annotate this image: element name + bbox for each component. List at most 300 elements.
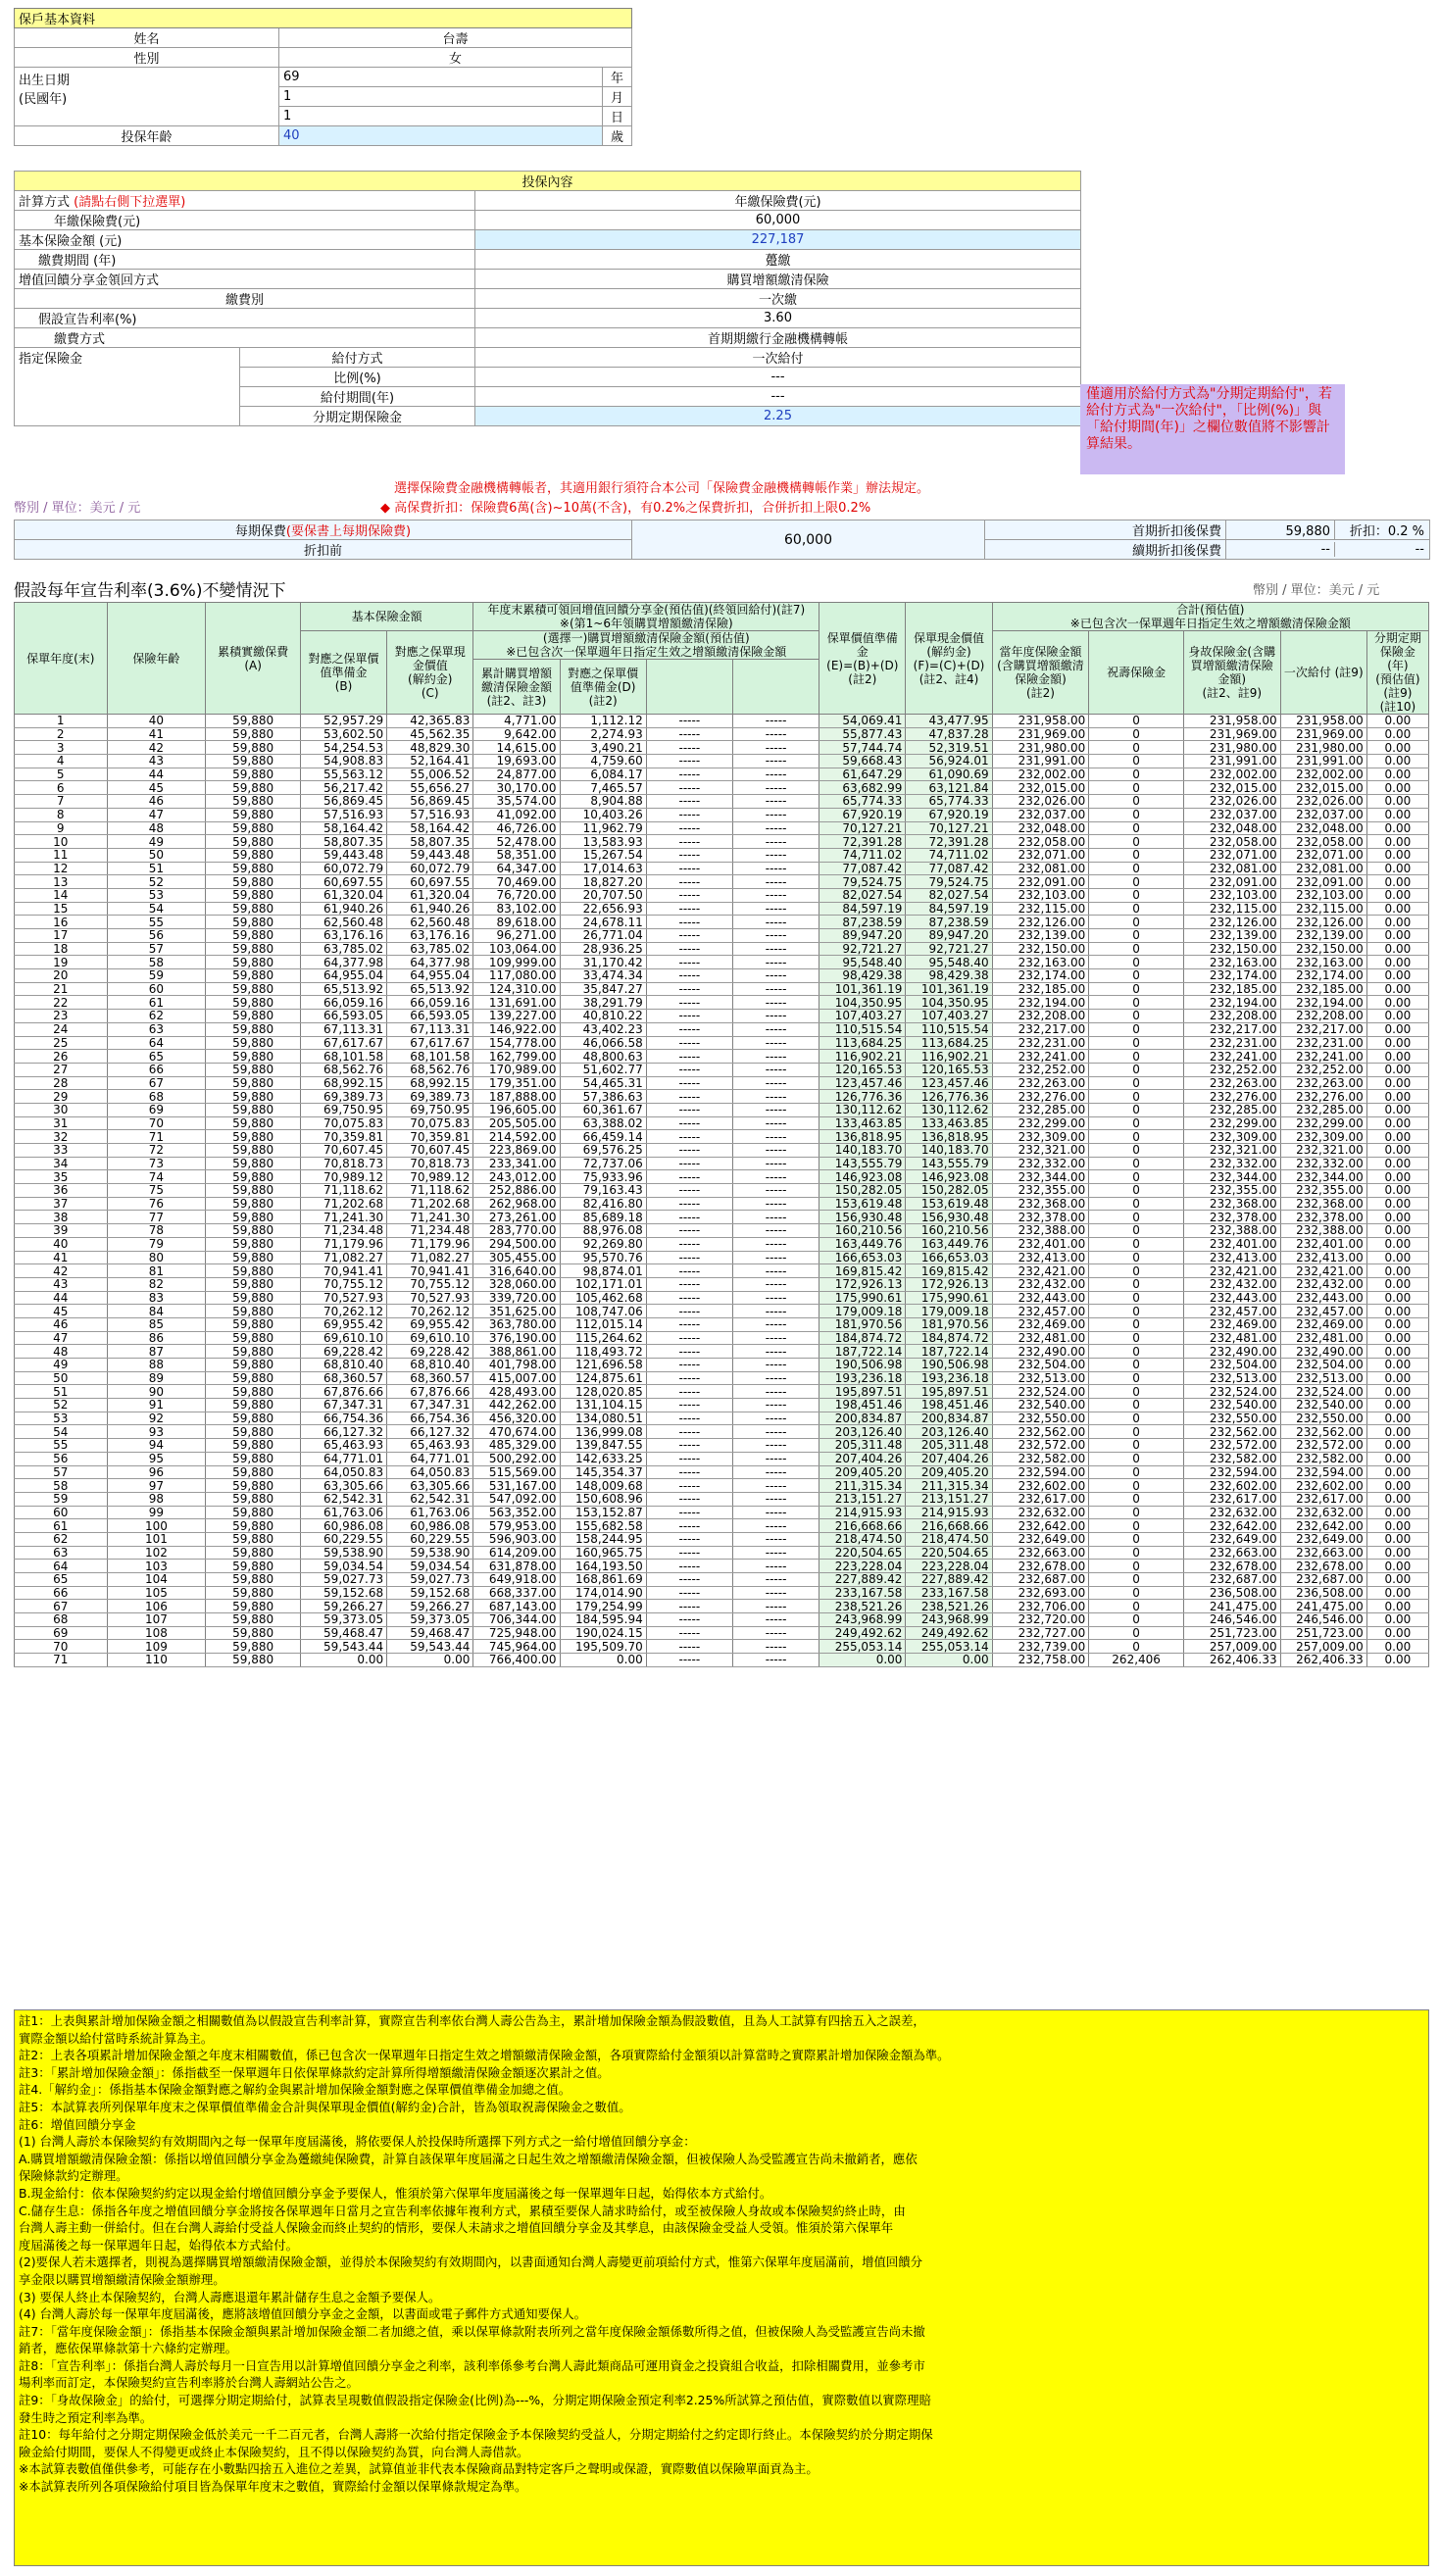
cell-age: 87 <box>107 1345 206 1359</box>
cell-dash: ----- <box>732 1439 819 1453</box>
cell-dash: ----- <box>646 1532 732 1546</box>
cell-g: 232,368.00 <box>992 1197 1089 1211</box>
cell-add-reserve: 11,962.79 <box>560 821 646 835</box>
cell-k: 0.00 <box>1366 902 1428 916</box>
cell-k: 0.00 <box>1366 1116 1428 1130</box>
h-c: 對應之保單現金價值 (解約金) (C) <box>387 631 473 715</box>
cell-i: 232,524.00 <box>1183 1385 1280 1399</box>
cell-g: 232,344.00 <box>992 1170 1089 1184</box>
cell-f: 107,403.27 <box>906 1010 992 1023</box>
cell-dash: ----- <box>646 715 732 728</box>
cell-add-reserve: 3,490.21 <box>560 741 646 755</box>
note-line: 註3：「累計增加保險金額」：係指截至一保單週年日依保單條款約定計算所得增額繳清保險金額逐次累計之值。 <box>19 2064 610 2080</box>
cell-add-amount: 252,886.00 <box>473 1184 560 1198</box>
d-ratio-input[interactable]: --- <box>475 368 1081 387</box>
cell-premium: 59,880 <box>206 848 301 862</box>
cell-year: 67 <box>15 1600 108 1613</box>
cell-e: 79,524.75 <box>819 875 906 889</box>
cell-k: 0.00 <box>1366 1439 1428 1453</box>
cell-add-amount: 162,799.00 <box>473 1050 560 1064</box>
cell-k: 0.00 <box>1366 942 1428 956</box>
cell-premium: 59,880 <box>206 1170 301 1184</box>
cell-add-amount: 109,999.00 <box>473 956 560 969</box>
cell-dash: ----- <box>732 1586 819 1600</box>
cell-f: 200,834.87 <box>906 1412 992 1425</box>
table-row <box>15 902 1429 916</box>
cell-premium: 59,880 <box>206 862 301 875</box>
table-row <box>15 1359 1429 1372</box>
cell-year: 35 <box>15 1170 108 1184</box>
cell-add-reserve: 13,583.93 <box>560 835 646 849</box>
cell-k: 0.00 <box>1366 1036 1428 1050</box>
cell-add-amount: 58,351.00 <box>473 848 560 862</box>
cell-add-reserve: 40,810.22 <box>560 1010 646 1023</box>
cell-dash: ----- <box>646 1317 732 1331</box>
table-heading: 假設每年宣告利率(3.6%)不變情況下 <box>14 581 286 601</box>
cell-h: 0 <box>1089 741 1184 755</box>
cell-premium: 59,880 <box>206 1251 301 1264</box>
cell-dash: ----- <box>646 1277 732 1291</box>
pay-period-value[interactable]: 躉繳 <box>475 250 1081 270</box>
note-line: 註9：「身故保險金」的給付，可選擇分期定期給付，試算表呈現數值假設指定保險金(比例)為---%，分期定期保險金預定利率2.25%所試算之預估值，實際數值以實際理賠 <box>19 2393 931 2408</box>
cell-g: 232,321.00 <box>992 1144 1089 1158</box>
cell-j: 232,048.00 <box>1280 821 1366 835</box>
cell-e: 98,429.38 <box>819 969 906 983</box>
cell-i: 232,432.00 <box>1183 1277 1280 1291</box>
cell-g: 232,002.00 <box>992 768 1089 781</box>
cell-e: 89,947.20 <box>819 929 906 943</box>
cell-f: 113,684.25 <box>906 1036 992 1050</box>
cell-c: 45,562.35 <box>387 727 473 741</box>
cell-k: 0.00 <box>1366 956 1428 969</box>
cell-h: 0 <box>1089 1251 1184 1264</box>
cell-h: 0 <box>1089 982 1184 996</box>
cell-add-reserve: 158,244.95 <box>560 1532 646 1546</box>
table-row <box>15 1519 1429 1533</box>
cell-i: 232,649.00 <box>1183 1532 1280 1546</box>
cell-add-reserve: 150,608.96 <box>560 1492 646 1506</box>
cell-add-amount: 19,693.00 <box>473 755 560 768</box>
basic-amount-value: 227,187 <box>475 230 1081 250</box>
cell-e: 120,165.53 <box>819 1063 906 1076</box>
table-row <box>15 1439 1429 1453</box>
cell-add-amount: 103,064.00 <box>473 942 560 956</box>
cell-g: 232,490.00 <box>992 1345 1089 1359</box>
cell-dash: ----- <box>646 1305 732 1318</box>
cell-g: 232,378.00 <box>992 1211 1089 1224</box>
cell-add-reserve: 139,847.55 <box>560 1439 646 1453</box>
cell-b: 66,593.05 <box>300 1010 386 1023</box>
basic-info-table <box>14 8 632 146</box>
cell-j: 232,037.00 <box>1280 808 1366 821</box>
cell-add-reserve: 174,014.90 <box>560 1586 646 1600</box>
cell-add-reserve: 184,595.94 <box>560 1613 646 1627</box>
cell-c: 68,810.40 <box>387 1359 473 1372</box>
cell-b: 60,072.79 <box>300 862 386 875</box>
cell-add-reserve: 0.00 <box>560 1654 646 1667</box>
cell-add-amount: 273,261.00 <box>473 1211 560 1224</box>
cell-h: 0 <box>1089 862 1184 875</box>
cell-g: 232,602.00 <box>992 1479 1089 1493</box>
cell-f: 70,127.21 <box>906 821 992 835</box>
cell-e: 175,990.61 <box>819 1291 906 1305</box>
birth-year-input[interactable]: 69 <box>279 68 603 87</box>
cell-f: 179,009.18 <box>906 1305 992 1318</box>
cell-dash: ----- <box>732 835 819 849</box>
age-value: 40 <box>279 126 603 146</box>
cell-dash: ----- <box>646 1425 732 1439</box>
cell-k: 0.00 <box>1366 1613 1428 1627</box>
cell-age: 56 <box>107 929 206 943</box>
cell-dash: ----- <box>646 1264 732 1278</box>
cell-dash: ----- <box>646 1359 732 1372</box>
cell-k: 0.00 <box>1366 1399 1428 1412</box>
cell-age: 77 <box>107 1211 206 1224</box>
cell-age: 61 <box>107 996 206 1010</box>
cell-h: 0 <box>1089 835 1184 849</box>
option-select[interactable]: 購買增額繳清保險 <box>475 270 1081 289</box>
cell-premium: 59,880 <box>206 1586 301 1600</box>
cell-add-reserve: 15,267.54 <box>560 848 646 862</box>
cell-e: 72,391.28 <box>819 835 906 849</box>
cell-k: 0.00 <box>1366 1305 1428 1318</box>
cell-dash: ----- <box>732 875 819 889</box>
cell-b: 65,463.93 <box>300 1439 386 1453</box>
cell-add-reserve: 98,874.01 <box>560 1264 646 1278</box>
calc-method-select[interactable]: 年繳保險費(元) <box>475 191 1081 211</box>
cell-year: 2 <box>15 727 108 741</box>
first-premium-value: 59,880 <box>1285 524 1330 539</box>
table-row <box>15 1465 1429 1479</box>
h-blank-2 <box>732 660 819 715</box>
cell-dash: ----- <box>646 808 732 821</box>
cell-dash: ----- <box>732 1130 819 1144</box>
h-add-group: 年度末累積可領回增值回饋分享金(預估值)(終領回給付)(註7) ※(第1~6年領購買增額繳清保險) <box>473 603 819 631</box>
cell-premium: 59,880 <box>206 1103 301 1116</box>
cell-c: 67,876.66 <box>387 1385 473 1399</box>
cell-e: 123,457.46 <box>819 1076 906 1090</box>
cell-j: 232,252.00 <box>1280 1063 1366 1076</box>
cell-dash: ----- <box>646 795 732 809</box>
cell-i: 232,139.00 <box>1183 929 1280 943</box>
cell-h: 0 <box>1089 1492 1184 1506</box>
cell-dash: ----- <box>732 1359 819 1372</box>
cell-dash: ----- <box>646 1600 732 1613</box>
table-row <box>15 1116 1429 1130</box>
cell-add-reserve: 35,847.27 <box>560 982 646 996</box>
cell-add-reserve: 164,193.50 <box>560 1560 646 1573</box>
cell-e: 238,521.26 <box>819 1600 906 1613</box>
cell-age: 96 <box>107 1465 206 1479</box>
annual-premium-input[interactable]: 60,000 <box>475 211 1081 230</box>
cell-age: 91 <box>107 1399 206 1412</box>
cell-age: 89 <box>107 1371 206 1385</box>
cell-add-reserve: 105,462.68 <box>560 1291 646 1305</box>
table-row <box>15 1506 1429 1519</box>
cell-year: 32 <box>15 1130 108 1144</box>
cell-add-amount: 24,877.00 <box>473 768 560 781</box>
cell-k: 0.00 <box>1366 1573 1428 1587</box>
cell-c: 71,082.27 <box>387 1251 473 1264</box>
cell-age: 108 <box>107 1626 206 1640</box>
cell-b: 56,217.42 <box>300 781 386 795</box>
cell-year: 8 <box>15 808 108 821</box>
cell-dash: ----- <box>732 1452 819 1465</box>
cell-c: 59,034.54 <box>387 1560 473 1573</box>
cell-i: 231,991.00 <box>1183 755 1280 768</box>
note-line: 註1：上表與累計增加保險金額之相關數值為以假設宣告利率計算，實際宣告利率依台灣人壽公告為主，累計增加保險金額為假設數值，且為人工試算有四捨五入之誤差， <box>19 2013 925 2028</box>
cell-dash: ----- <box>646 755 732 768</box>
cell-i: 232,103.00 <box>1183 888 1280 902</box>
cell-c: 63,305.66 <box>387 1479 473 1493</box>
cell-add-reserve: 115,264.62 <box>560 1331 646 1345</box>
cell-i: 232,388.00 <box>1183 1224 1280 1238</box>
d-mode-select[interactable]: 一次給付 <box>475 348 1081 368</box>
cell-dash: ----- <box>732 1157 819 1170</box>
cell-b: 53,602.50 <box>300 727 386 741</box>
name-label: 姓名 <box>15 28 279 48</box>
age-unit: 歲 <box>603 126 632 146</box>
cell-g: 232,355.00 <box>992 1184 1089 1198</box>
cell-add-reserve: 108,747.06 <box>560 1305 646 1318</box>
cell-dash: ----- <box>732 1305 819 1318</box>
cell-f: 77,087.42 <box>906 862 992 875</box>
calc-method-hint: (請點右側下拉選單) <box>74 195 186 210</box>
cell-premium: 59,880 <box>206 1305 301 1318</box>
cell-i: 232,309.00 <box>1183 1130 1280 1144</box>
cell-dash: ----- <box>732 1291 819 1305</box>
cell-g: 232,299.00 <box>992 1116 1089 1130</box>
name-value[interactable]: 台壽 <box>279 28 632 48</box>
cell-j: 232,174.00 <box>1280 969 1366 983</box>
cell-dash: ----- <box>646 969 732 983</box>
cell-add-amount: 294,500.00 <box>473 1237 560 1251</box>
cell-dash: ----- <box>732 1251 819 1264</box>
cell-year: 12 <box>15 862 108 875</box>
cell-age: 80 <box>107 1251 206 1264</box>
cell-premium: 59,880 <box>206 1519 301 1533</box>
table-row <box>15 1479 1429 1493</box>
cell-dash: ----- <box>646 741 732 755</box>
cell-i: 232,194.00 <box>1183 996 1280 1010</box>
cell-k: 0.00 <box>1366 1425 1428 1439</box>
gender-value[interactable]: 女 <box>279 48 632 68</box>
cell-add-amount: 363,780.00 <box>473 1317 560 1331</box>
cell-dash: ----- <box>732 727 819 741</box>
pay-method-select[interactable]: 首期期繳行金融機構轉帳 <box>475 328 1081 348</box>
d-ratio-label: 比例(%) <box>240 368 475 387</box>
cell-c: 59,443.48 <box>387 848 473 862</box>
h-blank-1 <box>646 660 732 715</box>
cell-f: 187,722.14 <box>906 1345 992 1359</box>
cell-g: 232,727.00 <box>992 1626 1089 1640</box>
cell-age: 99 <box>107 1506 206 1519</box>
cell-g: 232,642.00 <box>992 1519 1089 1533</box>
cell-age: 55 <box>107 916 206 929</box>
cell-i: 232,355.00 <box>1183 1184 1280 1198</box>
cell-b: 67,113.31 <box>300 1022 386 1036</box>
cell-h: 0 <box>1089 1452 1184 1465</box>
cell-h: 0 <box>1089 768 1184 781</box>
cell-b: 65,513.92 <box>300 982 386 996</box>
cell-year: 69 <box>15 1626 108 1640</box>
cell-e: 146,923.08 <box>819 1170 906 1184</box>
cell-h: 0 <box>1089 1640 1184 1654</box>
designated-side-note: 僅適用於給付方式為"分期定期給付"，若給付方式為"一次給付"，「比例(%)」與「給付期間(年)」之欄位數值將不影響計算結果。 <box>1080 384 1345 474</box>
cell-premium: 59,880 <box>206 1331 301 1345</box>
cell-premium: 59,880 <box>206 1291 301 1305</box>
cell-dash: ----- <box>646 1519 732 1533</box>
cell-c: 61,320.04 <box>387 888 473 902</box>
cell-year: 50 <box>15 1371 108 1385</box>
birth-day-input[interactable]: 1 <box>279 107 603 126</box>
cell-premium: 59,880 <box>206 1546 301 1560</box>
cell-h: 262,406 <box>1089 1654 1184 1667</box>
cell-j: 232,421.00 <box>1280 1264 1366 1278</box>
cell-j: 232,231.00 <box>1280 1036 1366 1050</box>
cell-h: 0 <box>1089 1144 1184 1158</box>
cell-e: 193,236.18 <box>819 1371 906 1385</box>
birth-month-input[interactable]: 1 <box>279 87 603 107</box>
cell-k: 0.00 <box>1366 862 1428 875</box>
cell-e: 82,027.54 <box>819 888 906 902</box>
cell-j: 232,632.00 <box>1280 1506 1366 1519</box>
cell-g: 232,126.00 <box>992 916 1089 929</box>
table-row <box>15 808 1429 821</box>
table-row <box>15 1130 1429 1144</box>
table-row <box>15 1237 1429 1251</box>
cell-k: 0.00 <box>1366 1640 1428 1654</box>
cell-h: 0 <box>1089 888 1184 902</box>
cell-age: 49 <box>107 835 206 849</box>
cell-add-reserve: 75,933.96 <box>560 1170 646 1184</box>
cell-j: 232,469.00 <box>1280 1317 1366 1331</box>
cell-dash: ----- <box>732 942 819 956</box>
cell-h: 0 <box>1089 1532 1184 1546</box>
cell-age: 40 <box>107 715 206 728</box>
table-row <box>15 1251 1429 1264</box>
cell-f: 92,721.27 <box>906 942 992 956</box>
cell-add-reserve: 66,459.14 <box>560 1130 646 1144</box>
cell-dash: ----- <box>732 1560 819 1573</box>
cell-dash: ----- <box>646 1251 732 1264</box>
cell-dash: ----- <box>732 741 819 755</box>
cell-h: 0 <box>1089 1237 1184 1251</box>
cell-dash: ----- <box>732 1492 819 1506</box>
cell-dash: ----- <box>732 902 819 916</box>
cell-year: 3 <box>15 741 108 755</box>
cell-g: 232,663.00 <box>992 1546 1089 1560</box>
note-line: (2)要保人若未選擇者，則視為選擇購買增額繳清保險金額，並得於本保險契約有效期間內，以書面通知台灣人壽變更前項給付方式，惟第六保單年度屆滿前，增值回饋分 <box>19 2254 923 2270</box>
cell-age: 81 <box>107 1264 206 1278</box>
cell-k: 0.00 <box>1366 1331 1428 1345</box>
table-row <box>15 1626 1429 1640</box>
cell-year: 19 <box>15 956 108 969</box>
cell-i: 232,241.00 <box>1183 1050 1280 1064</box>
table-row <box>15 1600 1429 1613</box>
note-line: 享金限以購買增額繳清保險金額辦理。 <box>19 2271 225 2287</box>
cell-h: 0 <box>1089 1277 1184 1291</box>
cell-year: 65 <box>15 1573 108 1587</box>
cell-year: 23 <box>15 1010 108 1023</box>
cell-premium: 59,880 <box>206 781 301 795</box>
cell-f: 67,920.19 <box>906 808 992 821</box>
cell-premium: 59,880 <box>206 1399 301 1412</box>
d-period-input[interactable]: --- <box>475 387 1081 407</box>
cell-h: 0 <box>1089 848 1184 862</box>
cell-e: 153,619.48 <box>819 1197 906 1211</box>
cell-f: 181,970.56 <box>906 1317 992 1331</box>
cell-dash: ----- <box>732 781 819 795</box>
rate-input[interactable]: 3.60 <box>475 309 1081 328</box>
cell-add-amount: 614,209.00 <box>473 1546 560 1560</box>
cell-c: 66,593.05 <box>387 1010 473 1023</box>
cell-c: 70,607.45 <box>387 1144 473 1158</box>
cell-g: 232,443.00 <box>992 1291 1089 1305</box>
cell-c: 67,347.31 <box>387 1399 473 1412</box>
pay-mode-value[interactable]: 一次繳 <box>475 289 1081 309</box>
cell-j: 231,991.00 <box>1280 755 1366 768</box>
cell-j: 232,126.00 <box>1280 916 1366 929</box>
cell-dash: ----- <box>646 1157 732 1170</box>
cell-b: 63,785.02 <box>300 942 386 956</box>
cell-dash: ----- <box>646 1291 732 1305</box>
cell-c: 67,617.67 <box>387 1036 473 1050</box>
cell-k: 0.00 <box>1366 1345 1428 1359</box>
cell-f: 223,228.04 <box>906 1560 992 1573</box>
cell-e: 160,210.56 <box>819 1224 906 1238</box>
cell-add-reserve: 46,066.58 <box>560 1036 646 1050</box>
cell-add-amount: 131,691.00 <box>473 996 560 1010</box>
table-row <box>15 755 1429 768</box>
cell-dash: ----- <box>646 1022 732 1036</box>
cell-add-amount: 687,143.00 <box>473 1600 560 1613</box>
cell-dash: ----- <box>646 1103 732 1116</box>
premium-hint: (要保書上每期保險費) <box>285 524 412 539</box>
cell-dash: ----- <box>732 1479 819 1493</box>
cell-j: 232,103.00 <box>1280 888 1366 902</box>
cell-c: 63,785.02 <box>387 942 473 956</box>
cell-premium: 59,880 <box>206 1317 301 1331</box>
cell-e: 218,474.50 <box>819 1532 906 1546</box>
cell-g: 232,217.00 <box>992 1022 1089 1036</box>
cell-k: 0.00 <box>1366 715 1428 728</box>
cell-h: 0 <box>1089 1425 1184 1439</box>
cell-f: 98,429.38 <box>906 969 992 983</box>
cell-k: 0.00 <box>1366 1277 1428 1291</box>
table-row <box>15 1144 1429 1158</box>
cell-add-reserve: 131,104.15 <box>560 1399 646 1412</box>
cell-e: 227,889.42 <box>819 1573 906 1587</box>
cell-b: 58,164.42 <box>300 821 386 835</box>
cell-add-reserve: 17,014.63 <box>560 862 646 875</box>
cell-c: 66,754.36 <box>387 1412 473 1425</box>
cell-k: 0.00 <box>1366 1465 1428 1479</box>
cell-age: 104 <box>107 1573 206 1587</box>
premium-label: 每期保費(要保書上每期保險費) <box>15 520 632 540</box>
cell-add-reserve: 22,656.93 <box>560 902 646 916</box>
cell-i: 232,602.00 <box>1183 1479 1280 1493</box>
cell-dash: ----- <box>732 1010 819 1023</box>
cell-age: 102 <box>107 1546 206 1560</box>
birth-year-unit: 年 <box>603 68 632 87</box>
cell-year: 18 <box>15 942 108 956</box>
cell-f: 79,524.75 <box>906 875 992 889</box>
cell-c: 0.00 <box>387 1654 473 1667</box>
cell-g: 232,481.00 <box>992 1331 1089 1345</box>
cell-h: 0 <box>1089 1076 1184 1090</box>
cell-k: 0.00 <box>1366 1654 1428 1667</box>
